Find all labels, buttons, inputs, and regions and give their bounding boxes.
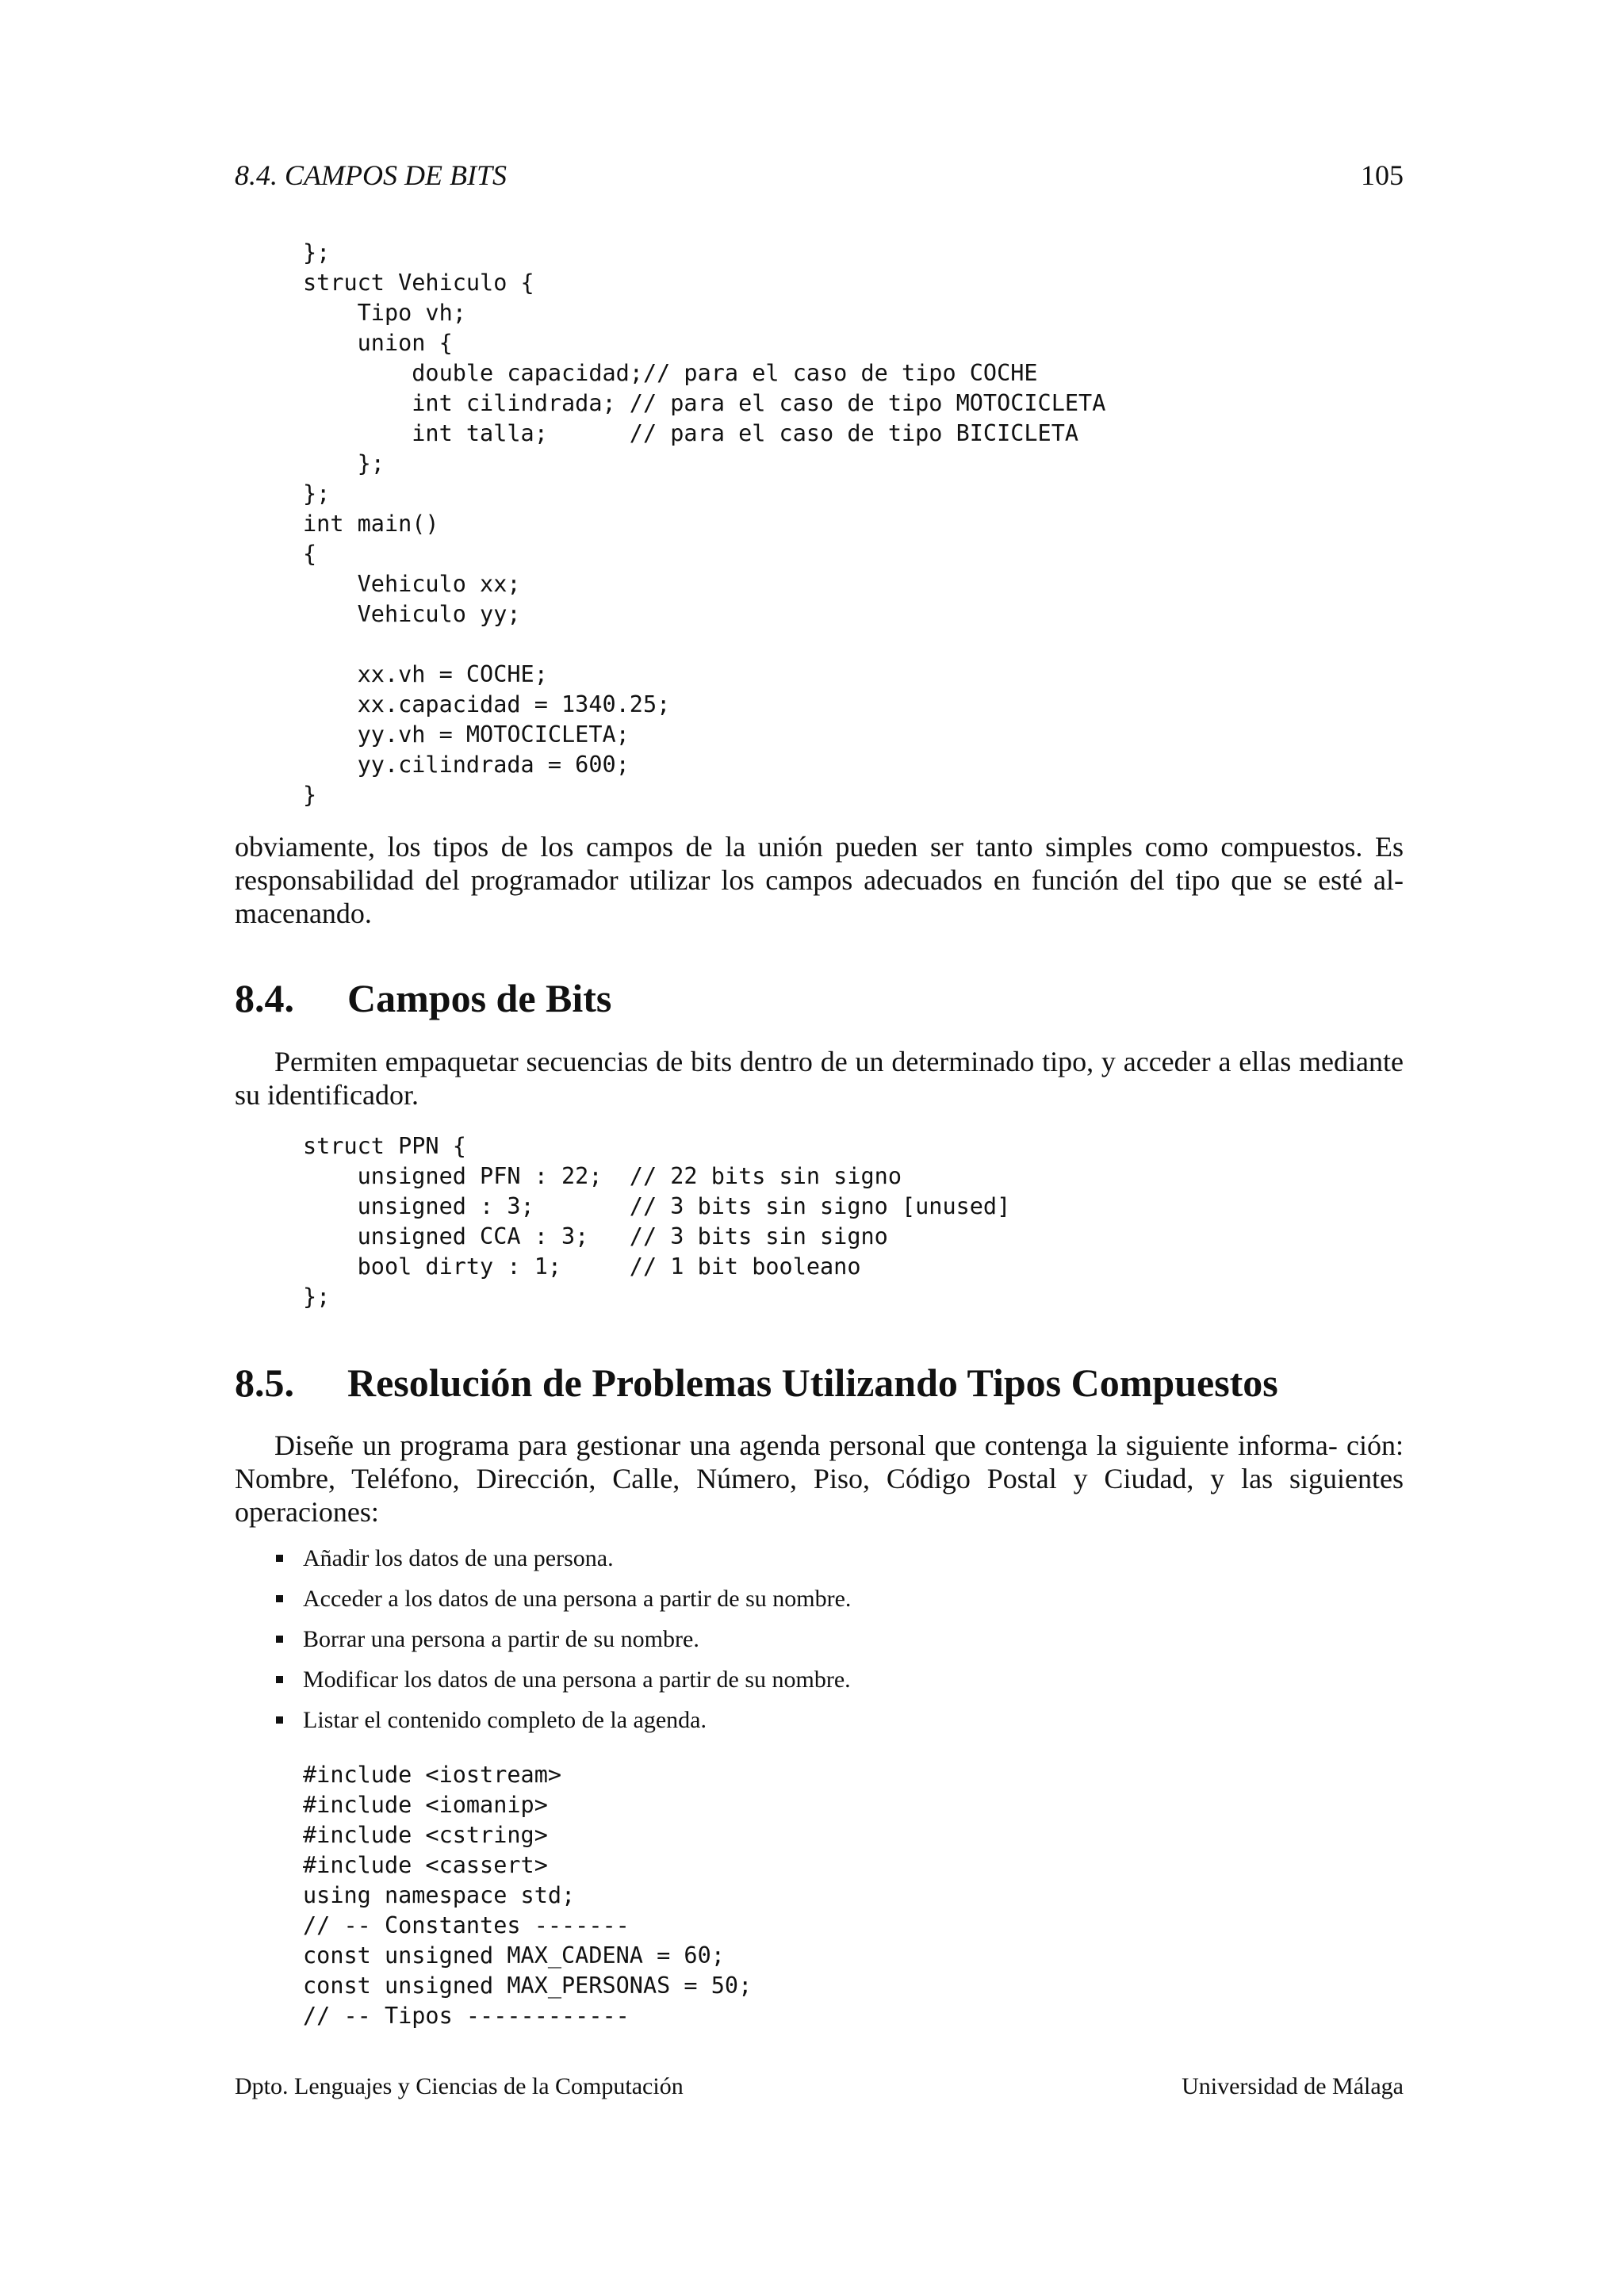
list-item-text: Listar el contenido completo de la agenda. [303,1707,707,1733]
operations-list [276,1538,1386,1740]
running-header [235,155,1404,195]
bullet-icon [276,1555,283,1562]
list-item [276,1700,1386,1740]
section-number: 8.4. [235,976,294,1020]
section-heading-8-5 [235,1358,1404,1407]
code-block-vehiculo: }; struct Vehiculo { Tipo vh; union { double capacidad;// para el caso de tipo COCHE int cilindrada; // para el caso de tipo MOTOCICLETA int talla; // para el caso de tipo BICICLETA }; }; int main() { Vehiculo xx; Vehiculo yy; xx.vh = COCHE; xx.capacidad = 1340.25; yy.vh = MOTOCICLETA; yy.cilindrada = 600; } [303,239,1106,808]
list-item [276,1538,1386,1578]
list-item-text: Modificar los datos de una persona a partir de su nombre. [303,1667,851,1693]
footer-university: Universidad de Málaga [1182,2073,1404,2099]
bullet-icon [276,1676,283,1683]
code-block-agenda: #include <iostream> #include <iomanip> #include <cstring> #include <cassert> using namespace std; // -- Constantes ------- const unsigned MAX_CADENA = 60; const unsigned MAX_PERSONAS = 50; // -- Tipos ------------ [303,1762,753,2029]
chapter-title: 8.4. CAMPOS DE BITS [235,159,507,191]
page-number: 105 [1361,159,1404,191]
paragraph-bit-fields: Permiten empaquetar secuencias de bits dentro de un determinado tipo, y acceder a ellas mediante su identificador. [235,1046,1404,1111]
running-footer [235,2069,1404,2104]
section-title: Resolución de Problemas Utilizando Tipos Compuestos [347,1360,1278,1405]
list-item [276,1659,1386,1700]
bullet-icon [276,1636,283,1643]
list-item-text: Acceder a los datos de una persona a partir de su nombre. [303,1586,852,1612]
list-item-text: Añadir los datos de una persona. [303,1545,614,1571]
list-item [276,1578,1386,1619]
list-item [276,1619,1386,1659]
section-heading-8-4 [235,974,1404,1023]
section-number: 8.5. [235,1360,294,1405]
footer-department: Dpto. Lenguajes y Ciencias de la Computación [235,2073,684,2099]
list-item-text: Borrar una persona a partir de su nombre. [303,1626,699,1652]
bullet-icon [276,1595,283,1602]
paragraph-union-types: obviamente, los tipos de los campos de la unión pueden ser tanto simples como compuestos. Es responsabilidad del programador utilizar los campos adecuados en función del tipo que se esté al- macenando. [235,831,1404,929]
section-title: Campos de Bits [347,976,612,1020]
paragraph-problem-statement: Diseñe un programa para gestionar una agenda personal que contenga la siguiente informa- ción: Nombre, Teléfono, Dirección, Calle, Número, Piso, Código Postal y Ciudad, y las siguientes operaciones: [235,1429,1404,1528]
code-block-ppn: struct PPN { unsigned PFN : 22; // 22 bits sin signo unsigned : 3; // 3 bits sin signo [unused] unsigned CCA : 3; // 3 bits sin signo bool dirty : 1; // 1 bit booleano }; [303,1133,1011,1310]
bullet-icon [276,1716,283,1724]
